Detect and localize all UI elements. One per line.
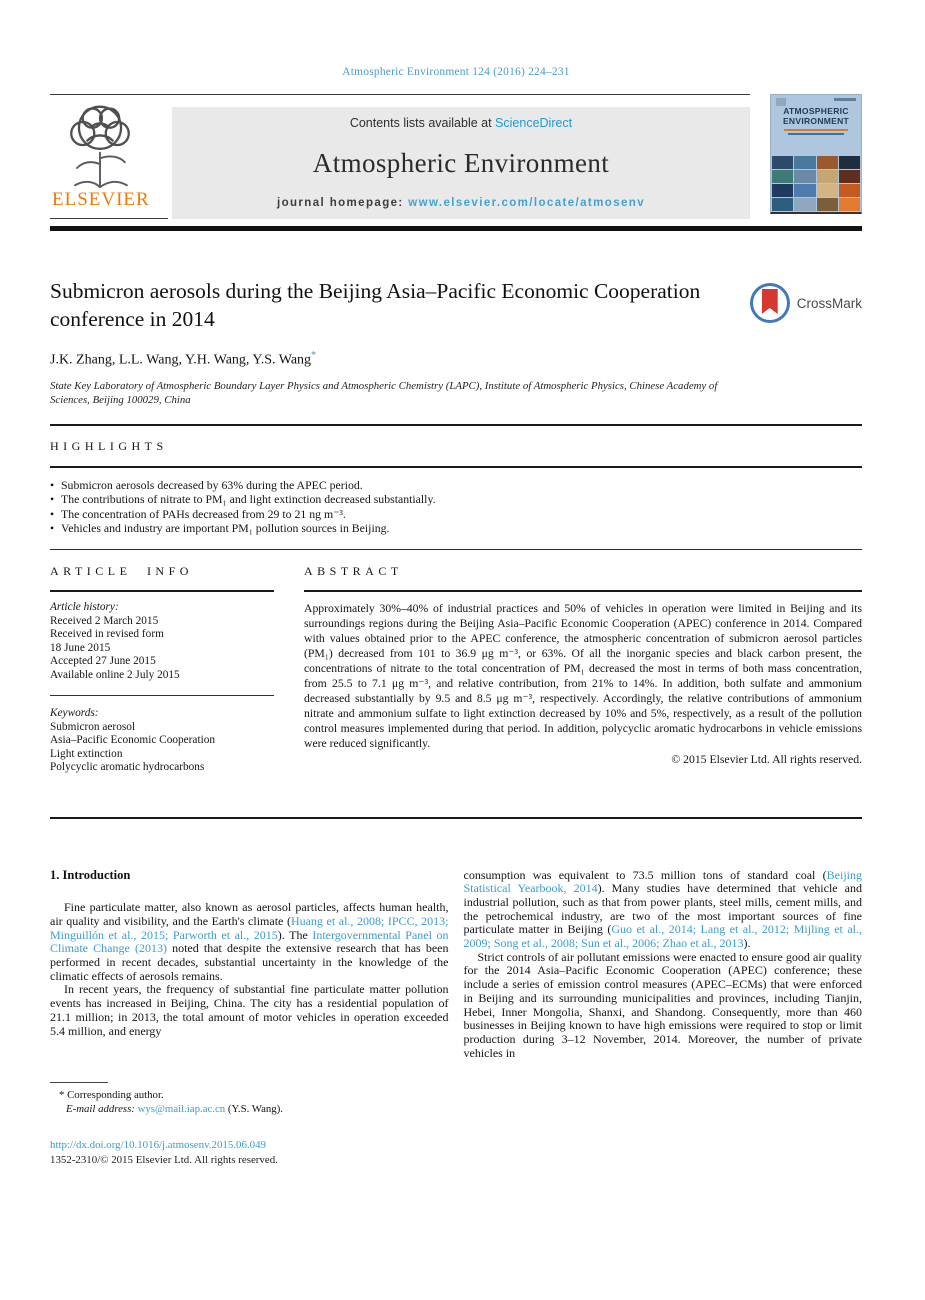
intro-paragraph-1: Fine particulate matter, also known as aerosol particles, affects human health, air quality and visibility, and the Earth's climate (Huang et al., 2008; IPCC, 2013; Minguillón et al., 2015; Parworth et al., 2015). The Intergovernmental Panel on Climate Change (2013) noted that despite the extensive research that has been performed in recent decades, substantial uncertainty in the knowledge of the climatic effects of aerosols remains.	[50, 900, 449, 983]
divider	[304, 590, 862, 592]
contents-lists-line: Contents lists available at ScienceDirect	[349, 116, 573, 130]
highlights-heading: HIGHLIGHTS	[50, 438, 168, 453]
keywords-block	[50, 707, 274, 775]
citation-link[interactable]: Beijing Statistical Yearbook, 2014	[463, 867, 862, 896]
introduction-heading: 1. Introduction	[50, 867, 131, 882]
highlight-item: • Vehicles and industry are important PM₁ pollution sources in Beijing.	[50, 521, 862, 536]
email-line: E-mail address: wys@mail.iap.ac.cn (Y.S. Wang).	[66, 1102, 283, 1115]
elsevier-wordmark: ELSEVIER	[52, 189, 150, 210]
cover-journal-title: ATMOSPHERIC ENVIRONMENT	[782, 106, 850, 126]
footer	[50, 1138, 862, 1168]
journal-cover-thumbnail[interactable]	[770, 94, 862, 214]
history-line: 18 June 2015	[50, 641, 111, 654]
journal-citation[interactable]: Atmospheric Environment 124 (2016) 224–231	[342, 66, 570, 78]
abstract-copyright: © 2015 Elsevier Ltd. All rights reserved.	[671, 753, 862, 767]
highlights-list	[50, 478, 862, 536]
journal-header	[50, 94, 862, 219]
divider	[50, 590, 274, 592]
journal-title: Atmospheric Environment	[312, 148, 610, 178]
sciencedirect-link[interactable]: ScienceDirect	[495, 116, 573, 130]
intro-paragraph-2: In recent years, the frequency of substantial fine particulate matter pollution events has increased in Beijing, China. The city has a residential population of 21.1 million; in 2013, the total amount of motor vehicles in operation exceeded 5.4 million, and energy	[50, 982, 449, 1038]
article-title: Submicron aerosols during the Beijing Asia–Pacific Economic Cooperation conference in 2014	[50, 279, 701, 331]
history-line: Received in revised form	[50, 628, 164, 641]
crossmark-label: CrossMark	[796, 295, 862, 311]
cover-logo-mark	[776, 98, 786, 106]
doi-link[interactable]: http://dx.doi.org/10.1016/j.atmosenv.2015.06.049	[50, 1139, 266, 1152]
highlight-item: • Submicron aerosols decreased by 63% during the APEC period.	[50, 478, 862, 493]
abstract-column	[304, 550, 862, 766]
article-info-heading: ARTICLE INFO	[50, 564, 193, 579]
citation-link[interactable]: Intergovernmental Panel on Climate Change (2013)	[50, 927, 449, 956]
author-list: J.K. Zhang, L.L. Wang, Y.H. Wang, Y.S. Wang*	[50, 350, 317, 368]
journal-article-page	[0, 66, 925, 1168]
keyword: Polycyclic aromatic hydrocarbons	[50, 761, 205, 774]
header-divider	[50, 226, 862, 231]
journal-homepage-line: journal homepage: www.elsevier.com/locate/atmosenv	[276, 197, 646, 209]
crossmark-badge[interactable]	[750, 283, 862, 323]
keyword: Asia–Pacific Economic Cooperation	[50, 734, 216, 747]
corresponding-author-note: * Corresponding author.	[59, 1089, 164, 1102]
highlight-item: • The concentration of PAHs decreased from 29 to 21 ng m⁻³.	[50, 507, 862, 522]
cover-subtitle-bar	[784, 129, 848, 131]
affiliation: State Key Laboratory of Atmospheric Boundary Layer Physics and Atmospheric Chemistry (LAPC), Institute of Atmospheric Physics, Chinese Academy of Sciences, Beijing 100029, China	[50, 379, 718, 407]
cover-subtitle-bar2	[788, 133, 844, 135]
footnote	[50, 1082, 449, 1116]
divider	[50, 695, 274, 696]
cover-issue-mark	[834, 98, 856, 101]
elsevier-tree-icon	[52, 99, 148, 191]
crossmark-icon	[750, 283, 790, 323]
citation-link[interactable]: Guo et al., 2014; Lang et al., 2012; Mijling et al., 2009; Song et al., 2008; Sun et al., 2006; Zhao et al., 2013	[463, 922, 862, 951]
citation-link[interactable]: Huang et al., 2008; IPCC, 2013; Minguillón et al., 2015; Parworth et al., 2015	[50, 913, 449, 942]
history-line: Available online 2 July 2015	[50, 668, 180, 681]
keyword: Light extinction	[50, 747, 123, 760]
highlight-item: • The contributions of nitrate to PM₁ and light extinction decreased substantially.	[50, 492, 862, 507]
journal-banner	[172, 107, 750, 219]
elsevier-logo[interactable]	[50, 95, 168, 219]
divider	[50, 424, 862, 426]
journal-homepage-link[interactable]: www.elsevier.com/locate/atmosenv	[408, 197, 646, 209]
article-history	[50, 601, 274, 682]
abstract-heading: ABSTRACT	[304, 564, 403, 579]
abstract-text: Approximately 30%–40% of industrial practices and 50% of vehicles in operation were limited in Beijing and its surroundings regions during the Beijing Asia–Pacific Economic Cooperation (APEC) conference in 2014. Compared with values obtained prior to the APEC conference, the atmospheric concentration of submicron aerosol particles (PM₁) decreased from 101 to 36.9 μg m⁻³, or 63%. Of all the inorganic species and black carbon present, the concentrations of nitrate to the total concentration of PM₁ decreased the most in terms of both mass concentration, from 25.5 to 7.1 μg m⁻³, and relative contribution, from 21% to 14%. In addition, both sulfate and ammonium decreased substantially by 9.5 and 8.5 μg m⁻³, respectively. Accordingly, the relative contributions of ammonium nitrate and ammonium sulfate to light extinction decreased by 10% and 5%, respectively, as a result of the pollution control measures implemented during that period. In addition, polycyclic aromatic hydrocarbons in vehicle emissions were reduced significantly.	[304, 602, 862, 751]
intro-paragraph-4: Strict controls of air pollutant emissions were enacted to ensure good air quality for the 2014 Asia–Pacific Economic Cooperation (APEC) conference; these include a series of emission control measures (APEC–ECMs) that were enforced in Beijing and its surrounding municipalities and provinces, including Tianjin, Hebei, Inner Mongolia, Shanxi, and Shandong. Consequently, more than 460 businesses in Beijing known to have high emissions were required to stop or limit production during 3–12 November, 2014. Moreover, the number of private vehicles in	[463, 949, 862, 1060]
crossmark-bookmark-icon	[762, 289, 778, 314]
issn-copyright: 1352-2310/© 2015 Elsevier Ltd. All rights reserved.	[50, 1154, 278, 1167]
footnote-divider	[50, 1082, 108, 1083]
abstract-bottom-divider	[50, 817, 862, 819]
keyword: Submicron aerosol	[50, 720, 136, 733]
history-line: Accepted 27 June 2015	[50, 655, 156, 668]
corresponding-author-asterisk[interactable]: *	[311, 350, 317, 361]
cover-photo-mosaic	[771, 155, 861, 212]
history-line: Received 2 March 2015	[50, 614, 159, 627]
article-history-label: Article history:	[50, 601, 119, 614]
keywords-label: Keywords:	[50, 707, 99, 720]
divider	[50, 466, 862, 468]
intro-paragraph-3: consumption was equivalent to 73.5 million tons of standard coal (Beijing Statistical Yearbook, 2014). Many studies have determined that vehicle and industrial pollution, such as that from power plants, steel mills, cement mills, and the petrochemical industry, are two of the most important sources of fine particulate matter in Beijing (Guo et al., 2014; Lang et al., 2012; Mijling et al., 2009; Song et al., 2008; Sun et al., 2006; Zhao et al., 2013).	[463, 867, 862, 951]
body-column-right	[464, 869, 863, 1117]
email-link[interactable]: wys@mail.iap.ac.cn	[137, 1102, 226, 1115]
body-column-left	[50, 869, 449, 1117]
article-info-column	[50, 550, 274, 788]
